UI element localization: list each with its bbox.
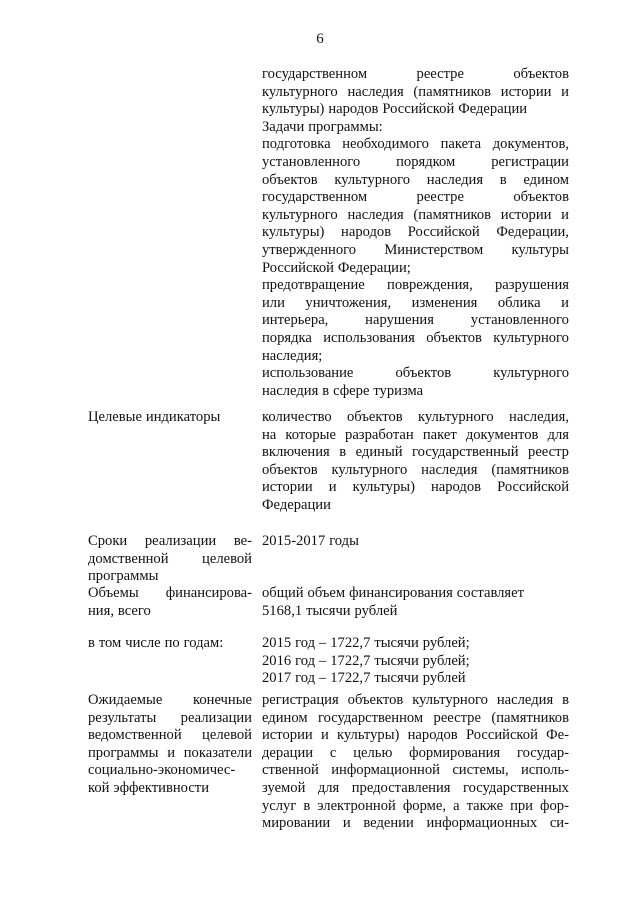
word: индикаторы	[145, 409, 221, 425]
word: Российской	[382, 101, 455, 118]
word: тысячи	[306, 602, 351, 619]
word: реестре	[416, 189, 464, 206]
word: регистрации	[491, 153, 569, 170]
word: подготовка	[262, 136, 331, 153]
page-number: 6	[316, 31, 324, 47]
word: разработан	[345, 426, 414, 443]
word: в	[88, 635, 95, 651]
word: ведомственной	[88, 727, 182, 744]
word: для	[547, 426, 569, 443]
text-line	[262, 585, 569, 603]
word: реестре	[416, 66, 464, 82]
word: общий	[262, 585, 304, 601]
word: использования	[323, 329, 415, 346]
word: ведении	[363, 815, 414, 832]
word: культуры)	[262, 224, 325, 241]
text-line	[88, 745, 252, 763]
word: народов	[430, 479, 482, 496]
word: фор-	[540, 797, 569, 814]
word: тысячи	[374, 652, 419, 669]
section-content	[262, 635, 569, 688]
text-line	[262, 710, 569, 728]
word: и	[320, 727, 329, 744]
word: при	[510, 797, 533, 814]
word: показатели	[183, 744, 252, 761]
word: установленного	[262, 153, 361, 170]
word: –	[319, 635, 327, 651]
text-line	[88, 780, 252, 798]
section-content	[262, 409, 569, 515]
text-line	[262, 312, 569, 330]
word: государ-	[516, 744, 569, 761]
word: предоставления	[351, 779, 451, 796]
word: туризма	[373, 382, 424, 399]
word: реестр	[528, 444, 569, 461]
section-label	[88, 409, 252, 427]
word: услуг	[262, 797, 297, 814]
word: в	[562, 692, 569, 708]
word: культурного	[493, 329, 569, 346]
word: государственном	[317, 709, 424, 726]
word: культурного	[412, 692, 488, 708]
word: на	[262, 426, 277, 443]
word: и	[561, 294, 569, 311]
word: с	[329, 744, 337, 761]
word: Ожидаемые	[88, 692, 163, 708]
word: установленного	[470, 312, 569, 329]
word: Федерации	[458, 101, 528, 118]
word: формирования	[409, 744, 501, 761]
word: 2015-2017	[262, 533, 326, 549]
word: годам:	[183, 635, 224, 651]
text-line	[262, 533, 569, 551]
text-line	[262, 295, 569, 313]
text-line	[262, 409, 569, 427]
word: социально-экономичес-	[88, 762, 236, 779]
word: в	[303, 797, 311, 814]
word: си-	[549, 815, 569, 832]
text-line	[262, 692, 569, 710]
word: объектов	[347, 409, 403, 425]
word: тысячи	[374, 635, 419, 651]
word: реализации	[180, 709, 252, 726]
word: объектов	[395, 365, 452, 382]
text-line	[88, 692, 252, 710]
word: финансирова-	[165, 585, 252, 601]
word: культурного	[331, 461, 408, 478]
word: документов	[465, 426, 539, 443]
word: наследия	[426, 171, 484, 188]
word: культурного	[334, 171, 411, 188]
word: культурного	[262, 83, 338, 100]
text-line	[88, 710, 252, 728]
text-line	[88, 727, 252, 745]
word: целью	[353, 744, 393, 761]
word: истории	[500, 206, 552, 223]
word: также	[466, 797, 504, 814]
word: ве-	[233, 533, 252, 549]
text-line	[262, 260, 569, 278]
word: для	[317, 779, 340, 796]
text-line	[262, 242, 569, 260]
word: Федерации;	[337, 259, 411, 276]
word: рублей	[422, 670, 466, 687]
word: наследия	[421, 461, 478, 478]
text-line	[88, 551, 252, 569]
word: дерации	[262, 744, 314, 761]
word: Российской	[465, 727, 538, 744]
word: истории	[262, 727, 313, 744]
section-label	[88, 585, 252, 620]
word: объектов	[262, 461, 318, 478]
word: рублей	[354, 602, 398, 619]
text-line	[88, 585, 252, 603]
word: информационных	[426, 815, 538, 832]
word: сфере	[333, 382, 370, 399]
word: объектов	[426, 329, 482, 346]
section-label	[88, 692, 252, 798]
word: форме,	[402, 797, 447, 814]
word: Фе-	[546, 727, 569, 744]
word: –	[319, 652, 327, 669]
word: в	[499, 171, 507, 188]
word: Сроки	[88, 533, 128, 549]
word: (памятников	[413, 83, 492, 100]
word: программы	[88, 568, 159, 585]
text-line	[262, 224, 569, 242]
text-line	[262, 497, 569, 515]
word: и	[561, 206, 569, 223]
word: использование	[262, 365, 354, 382]
word: пакета	[440, 136, 482, 153]
text-line	[262, 383, 569, 401]
text-line	[262, 189, 569, 207]
word: целевой	[202, 727, 252, 744]
word: Задачи	[262, 118, 305, 135]
text-line	[262, 780, 569, 798]
word: 1722,7	[330, 635, 371, 651]
word: рублей;	[422, 652, 470, 669]
word: наследия	[347, 206, 404, 223]
word: культуры)	[352, 479, 415, 496]
word: год	[295, 670, 316, 687]
word: объектов	[262, 171, 318, 188]
word: интерьера,	[262, 312, 329, 329]
word: а	[453, 797, 460, 814]
text-line	[262, 330, 569, 348]
word: (памятников	[413, 206, 492, 223]
word: информационной	[331, 762, 440, 779]
text-line	[262, 745, 569, 763]
text-line	[262, 365, 569, 383]
word: эффективности	[113, 779, 209, 796]
word: 2016	[262, 652, 292, 669]
word: числе	[125, 635, 161, 651]
section-content	[262, 533, 569, 551]
word: наследия	[262, 382, 319, 399]
word: порядка	[262, 329, 312, 346]
word: Российской	[407, 224, 480, 241]
word: предотвращение	[262, 277, 365, 294]
section-label	[88, 635, 252, 653]
word: мировании	[262, 815, 331, 832]
text-line	[262, 479, 569, 497]
word: государственный	[412, 444, 519, 461]
word: в	[339, 444, 347, 461]
word: наследия	[496, 692, 554, 708]
word: Министерством	[384, 241, 484, 258]
word: культурного	[493, 365, 569, 382]
word: объектов	[513, 189, 569, 206]
text-line	[262, 815, 569, 833]
word: количество	[262, 409, 332, 425]
word: государственном	[262, 66, 368, 82]
text-line	[262, 172, 569, 190]
word: тысячи	[374, 670, 419, 687]
word: год	[295, 635, 316, 651]
word: –	[319, 670, 327, 687]
word: народов	[328, 101, 379, 118]
text-line	[262, 670, 569, 688]
word: составляет	[456, 585, 524, 601]
text-line	[262, 101, 569, 119]
word: Целевые	[88, 409, 142, 425]
word: Федерации,	[496, 224, 569, 241]
word: нарушения	[365, 312, 434, 329]
word: наследия;	[262, 347, 323, 364]
text-line	[262, 154, 569, 172]
word: годы	[329, 533, 359, 549]
word: культуры)	[262, 101, 325, 118]
text-line	[262, 603, 569, 621]
text-line	[262, 66, 569, 84]
word: регистрация	[262, 692, 339, 708]
word: или	[262, 294, 285, 311]
word: по	[164, 635, 180, 651]
word: 1722,7	[330, 670, 371, 687]
section-content	[262, 66, 569, 400]
word: всего	[117, 602, 151, 619]
text-line	[262, 277, 569, 295]
word: исполь-	[520, 762, 569, 779]
word: и	[167, 744, 175, 761]
word: 5168,1	[262, 602, 303, 619]
word: системы,	[452, 762, 509, 779]
word: культуры)	[337, 727, 400, 744]
word: в	[322, 382, 330, 399]
text-line	[88, 762, 252, 780]
word: объектов	[347, 692, 404, 708]
text-line	[262, 762, 569, 780]
word: культуры	[511, 241, 569, 258]
word: Российской	[497, 479, 569, 496]
word: ственной	[262, 762, 319, 779]
word: ния,	[88, 602, 114, 619]
text-line	[88, 603, 252, 621]
word: и	[342, 815, 351, 832]
section-content	[262, 692, 569, 833]
text-line	[262, 119, 569, 137]
word: истории	[500, 83, 552, 100]
word: Федерации	[262, 496, 331, 513]
word: народов	[341, 224, 392, 241]
text-line	[262, 798, 569, 816]
word: том	[98, 635, 122, 651]
word: финансирования	[349, 585, 453, 601]
word: утвержденного	[262, 241, 357, 258]
word: реестре	[433, 709, 481, 726]
word: Объемы	[88, 585, 139, 601]
word: (памятников	[491, 461, 569, 478]
text-line	[88, 409, 252, 427]
word: зуемой	[262, 779, 306, 796]
word: рублей;	[422, 635, 470, 651]
section-content	[262, 585, 569, 620]
word: год	[295, 652, 316, 669]
text-line	[262, 136, 569, 154]
word: облика	[497, 294, 541, 311]
word: электронной	[317, 797, 396, 814]
word: 2017	[262, 670, 292, 687]
word: реализации	[144, 533, 217, 549]
word: культурного	[262, 206, 338, 223]
word: порядком	[396, 153, 456, 170]
text-line	[262, 348, 569, 366]
text-line	[262, 427, 569, 445]
word: единый	[355, 444, 403, 461]
text-line	[262, 444, 569, 462]
word: и	[561, 83, 569, 100]
word: программы	[88, 744, 159, 761]
word: пакет	[422, 426, 457, 443]
word: документов,	[492, 136, 569, 153]
word: государственных	[462, 779, 569, 796]
word: государственном	[262, 189, 368, 206]
word: включения	[262, 444, 330, 461]
word: наследия	[347, 83, 404, 100]
word: кой	[88, 779, 110, 796]
word: истории	[262, 479, 313, 496]
word: объем	[307, 585, 346, 601]
word: Российской	[262, 259, 334, 276]
text-line	[88, 635, 252, 653]
word: едином	[523, 171, 569, 188]
word: 1722,7	[330, 652, 371, 669]
word: результаты	[88, 709, 157, 726]
word: программы:	[308, 118, 383, 135]
text-line	[262, 207, 569, 225]
word: которые	[285, 426, 336, 443]
text-line	[88, 568, 252, 586]
word: необходимого	[342, 136, 429, 153]
word: (памятников	[491, 709, 569, 726]
section-label	[88, 533, 252, 586]
text-line	[262, 727, 569, 745]
word: народов	[407, 727, 458, 744]
word: домственной	[88, 550, 169, 567]
text-line	[88, 533, 252, 551]
word: разрушения	[495, 277, 569, 294]
word: уничтожения,	[305, 294, 392, 311]
text-line	[262, 462, 569, 480]
word: конечные	[192, 692, 252, 708]
text-line	[262, 635, 569, 653]
word: объектов	[513, 66, 569, 82]
word: наследия,	[509, 409, 569, 425]
word: изменения	[411, 294, 478, 311]
word: и	[328, 479, 337, 496]
word: целевой	[202, 550, 252, 567]
word: повреждения,	[387, 277, 473, 294]
text-line	[262, 653, 569, 671]
word: культурного	[417, 409, 494, 425]
text-line	[262, 84, 569, 102]
word: едином	[262, 709, 308, 726]
word: 2015	[262, 635, 292, 651]
